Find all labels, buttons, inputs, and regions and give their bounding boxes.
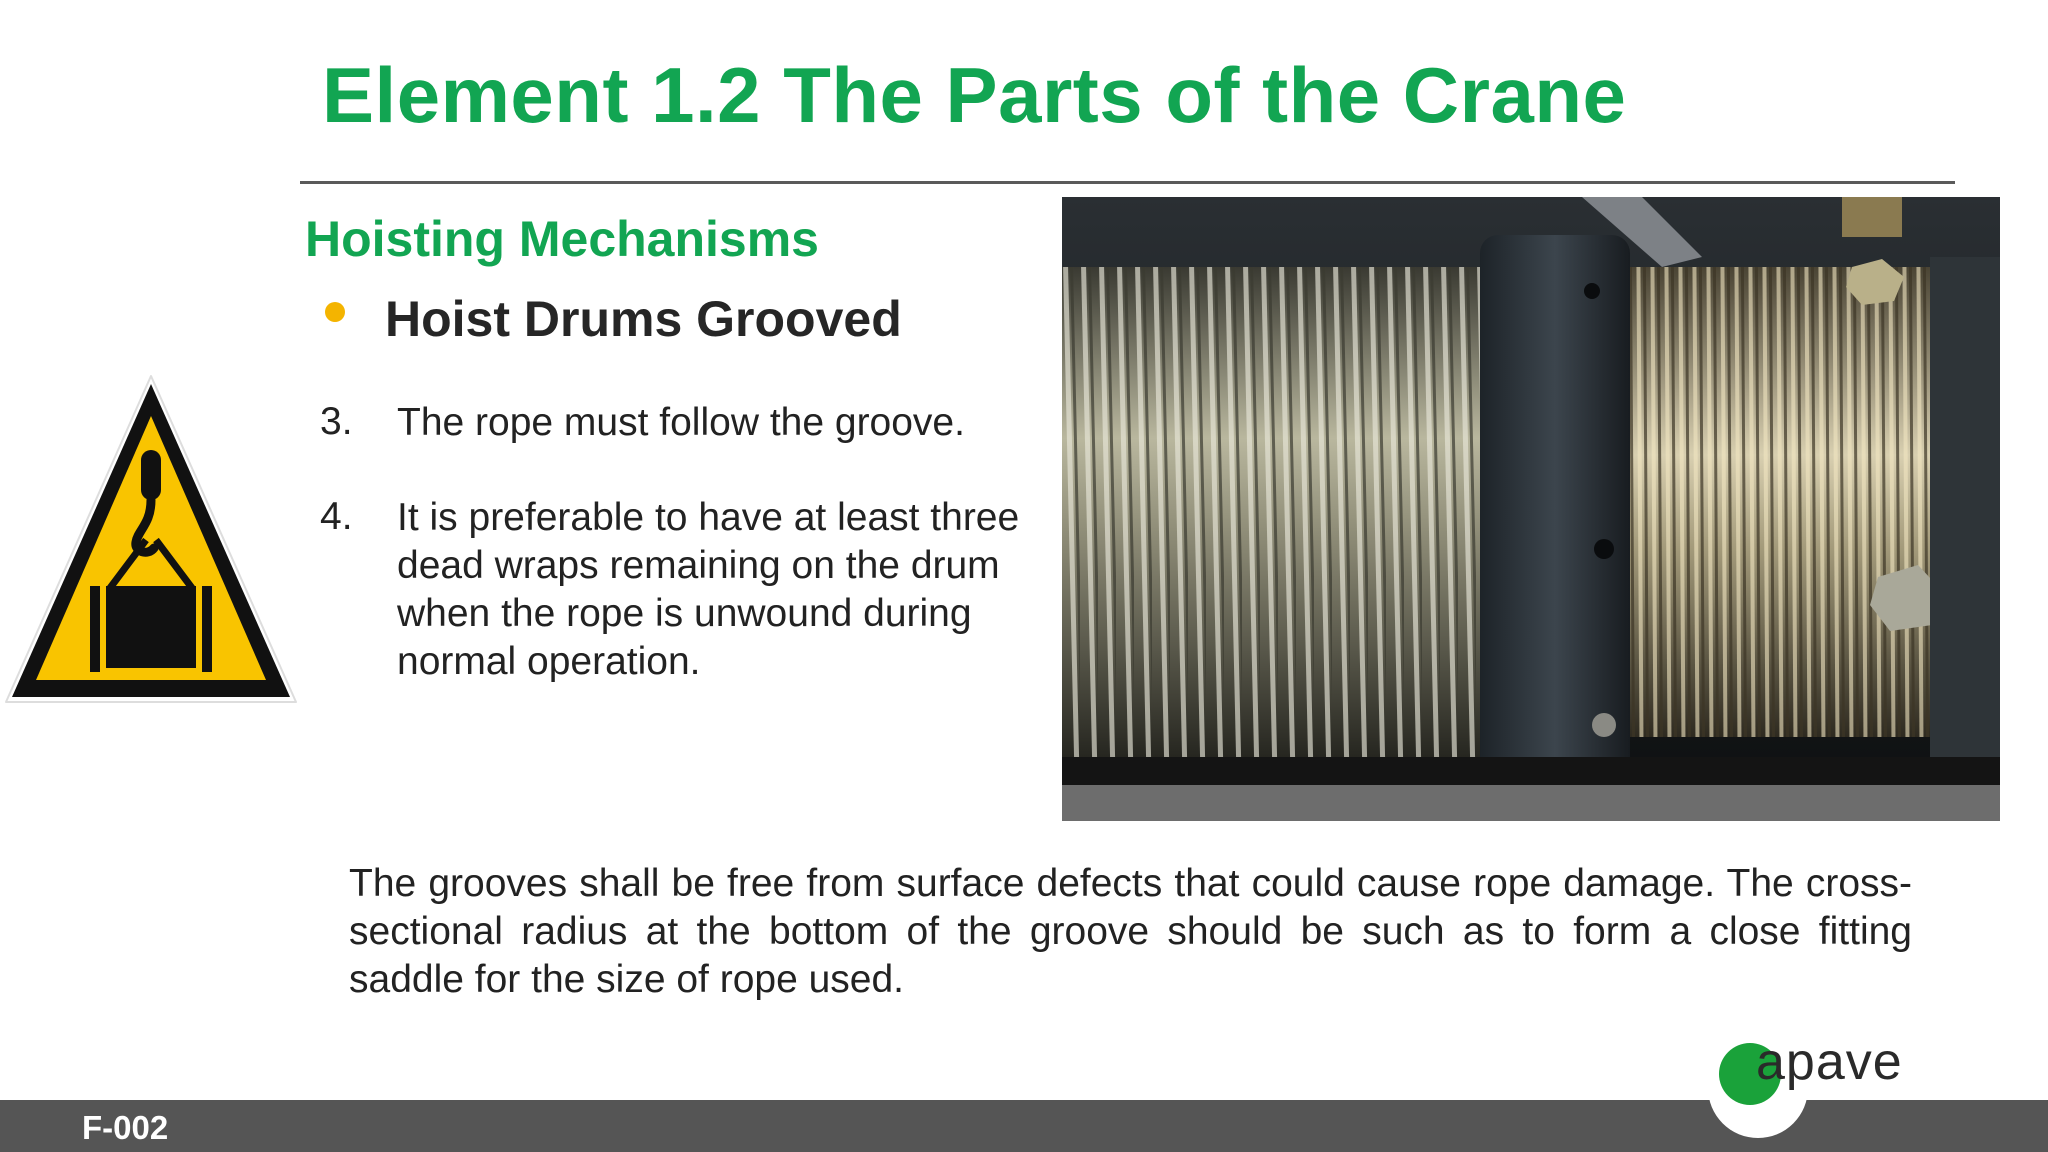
- title-divider: [300, 181, 1955, 184]
- item-text-4: It is preferable to have at least three dead wraps remaining on the drum when the rope is unwound during normal operation.: [397, 496, 1020, 683]
- item-text-3: The rope must follow the groove.: [397, 401, 965, 444]
- hoist-drum-photo: [1062, 197, 2000, 821]
- item-number-3: 3.: [320, 400, 353, 443]
- item-number-4: 4.: [320, 495, 353, 538]
- slide-title: Element 1.2 The Parts of the Crane: [322, 51, 1627, 139]
- body-paragraph: The grooves shall be free from surface defects that could cause rope damage. The cross-sectional radius at the bottom of the groove should be such as to form a close fitting saddle for the size of rope used.: [349, 862, 1912, 1001]
- bullet-heading: Hoist Drums Grooved: [385, 291, 902, 347]
- logo-wordmark: apave: [1756, 1033, 1903, 1091]
- bullet-dot-icon: [325, 302, 345, 322]
- footer-code: F-002: [82, 1109, 169, 1146]
- section-subtitle: Hoisting Mechanisms: [305, 211, 819, 267]
- overhead-load-warning-icon: [0, 364, 302, 714]
